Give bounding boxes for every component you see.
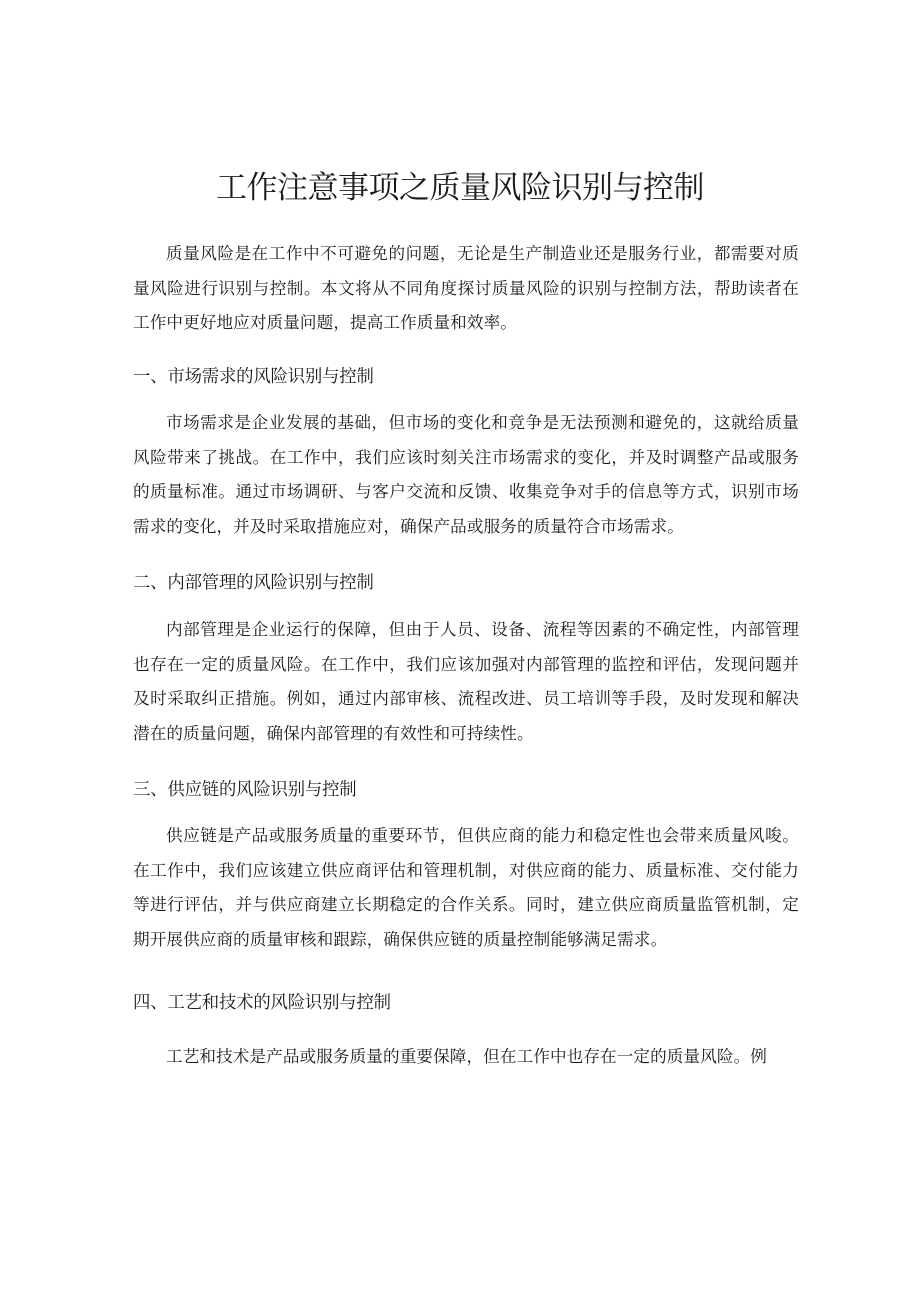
section-body-supply-chain: 供应链是产品或服务质量的重要环节，但供应商的能力和稳定性也会带来质量风唆。在工作中，我们应该建立供应商评估和管理机制，对供应商的能力、质量标准、交付能力等进行评估，并与供应商建立长期稳定的合作关系。同时，建立供应商质量监管机制，定期开展供应商的质量审核和跟踪，确保供应链的质量控制能够满足需求。 xyxy=(133,826,799,949)
section-body-internal-management: 内部管理是企业运行的保障，但由于人员、设备、流程等因素的不确定性，内部管理也存在一定的质量风险。在工作中，我们应该加强对内部管理的监控和评估，发现问题并及时采取纠正措施。例如，通过内部审核、流程改进、员工培训等手段，及时发现和解决潜在的质量问题，确保内部管理的有效性和可持续性。 xyxy=(133,620,799,743)
intro-paragraph: 质量风险是在工作中不可避免的问题，无论是生产制造业还是服务行业，都需要对质量风险进行识别与控制。本文将从不同角度探讨质量风险的识别与控制方法，帮助读者在工作中更好地应对质量问题，提高工作质量和效率。 xyxy=(133,244,799,332)
section-heading-internal-management: 二、内部管理的风险识别与控制 xyxy=(133,573,374,593)
section-heading-market-demand: 一、市场需求的风险识别与控制 xyxy=(133,367,374,387)
document-title: 工作注意事项之质量风险识别与控制 xyxy=(216,170,704,206)
section-body-process-technology: 工艺和技术是产品或服务质量的重要保障，但在工作中也存在一定的质量风险。例 xyxy=(166,1047,767,1066)
section-body-market-demand: 市场需求是企业发展的基础，但市场的变化和竞争是无法预测和避免的，这就给质量风险带来了挑战。在工作中，我们应该时刻关注市场需求的变化，并及时调整产品或服务的质量标准。通过市场调研、与客户交流和反馈、收集竞争对手的信息等方式，识别市场需求的变化，并及时采取措施应对，确保产品或服务的质量符合市场需求。 xyxy=(133,413,799,536)
section-heading-process-technology: 四、工艺和技术的风险识别与控制 xyxy=(133,993,391,1013)
section-heading-supply-chain: 三、供应链的风险识别与控制 xyxy=(133,780,357,800)
